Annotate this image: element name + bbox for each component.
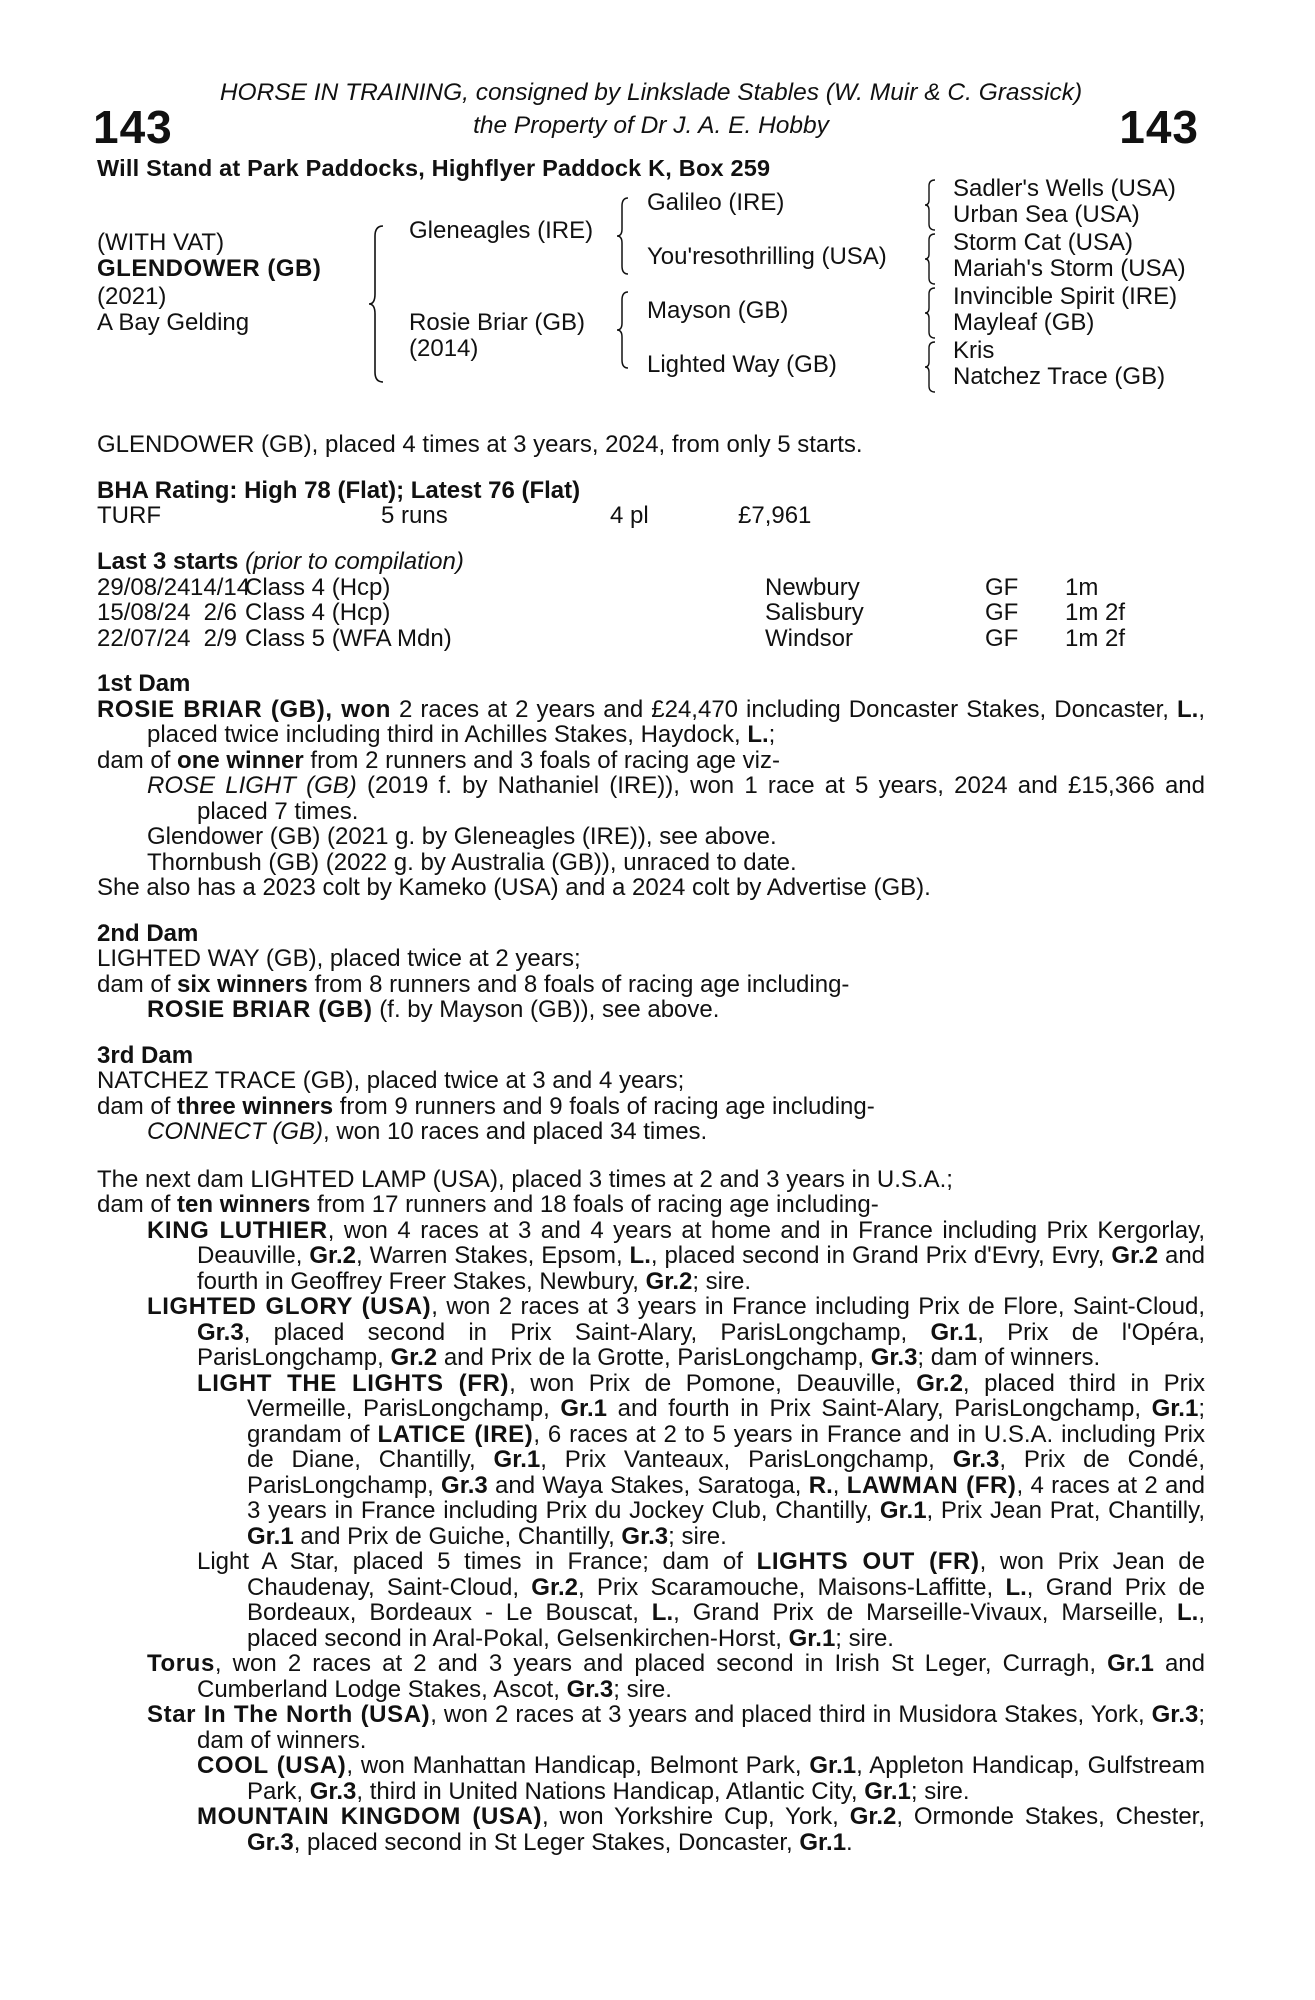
rating-title: BHA Rating: High 78 (Flat); Latest 76 (Flat) bbox=[97, 476, 581, 504]
produce-lighted-glory: LIGHTED GLORY (USA), won 2 races at 3 years in France including Prix de Flore, Saint-Cloud, Gr.3, placed second in Prix Saint-Alary, ParisLongchamp, Gr.1, Prix de l'Opéra, ParisLongchamp, Gr.2 and Prix de la Grotte, ParisLongchamp, Gr.3; dam of winners. bbox=[147, 1293, 1205, 1371]
sire-dam-dam: Mariah's Storm (USA) bbox=[953, 255, 1186, 282]
dam-dam: Lighted Way (GB) bbox=[647, 351, 837, 378]
start-position: 2/6 bbox=[203, 599, 237, 626]
next-dam-produce-intro: dam of ten winners from 17 runners and 18 foals of racing age including- bbox=[97, 1191, 879, 1218]
brace-main bbox=[367, 224, 387, 384]
dam1-record: ROSIE BRIAR (GB), won 2 races at 2 years and £24,470 including Doncaster Stakes, Doncaster, L., placed twice including third in Achilles Stakes, Haydock, L.; bbox=[97, 695, 1205, 748]
property-line: the Property of Dr J. A. E. Hobby bbox=[473, 112, 829, 139]
sire-sire-dam: Urban Sea (USA) bbox=[953, 201, 1140, 228]
produce-star-in-the-north: Star In The North (USA), won 2 races at 3 years and placed third in Musidora Stakes, York, Gr.3; dam of winners. bbox=[147, 1701, 1206, 1754]
rating-earnings: £7,961 bbox=[738, 502, 812, 529]
dam1-produce-2: Glendower (GB) (2021 g. by Gleneagles (IRE)), see above. bbox=[147, 823, 777, 850]
start-date: 29/08/24 bbox=[97, 573, 191, 601]
dam-name: Rosie Briar (GB) bbox=[409, 309, 586, 336]
sire-name: Gleneagles (IRE) bbox=[409, 217, 594, 244]
produce-torus: Torus, won 2 races at 2 and 3 years and placed second in Irish St Leger, Curragh, Gr.1 and Cumberland Lodge Stakes, Ascot, Gr.3; sire. bbox=[147, 1650, 1205, 1703]
horse-year: (2021) bbox=[97, 283, 167, 310]
produce-king-luthier: KING LUTHIER, won 4 races at 3 and 4 years at home and in France including Prix Kergorlay, Deauville, Gr.2, Warren Stakes, Epsom, L., placed second in Grand Prix d'Evry, Evry, Gr.2 and fourth in Geoffrey Freer Stakes, Newbury, Gr.2; sire. bbox=[147, 1216, 1206, 1295]
horse-description: A Bay Gelding bbox=[97, 309, 250, 336]
produce-mountain-kingdom: MOUNTAIN KINGDOM (USA), won Yorkshire Cup, York, Gr.2, Ormonde Stakes, Chester, Gr.3, placed second in St Leger Stakes, Doncaster, Gr.1. bbox=[197, 1803, 1205, 1856]
start-course: Windsor bbox=[765, 624, 854, 652]
lot-header bbox=[93, 101, 1205, 153]
sire-sire-sire: Sadler's Wells (USA) bbox=[953, 175, 1176, 202]
start-going: GF bbox=[985, 573, 1019, 601]
rating-runs: 5 runs bbox=[381, 502, 448, 529]
sire-sire: Galileo (IRE) bbox=[647, 189, 785, 216]
brace-sire bbox=[615, 196, 631, 276]
brace-dd bbox=[923, 340, 937, 394]
lot-number-right: 143 bbox=[1119, 101, 1199, 153]
lot-number-left: 143 bbox=[93, 101, 173, 153]
dam3-title: 3rd Dam bbox=[97, 1041, 194, 1069]
dam1-title: 1st Dam bbox=[97, 670, 191, 697]
produce-light-a-star: Light A Star, placed 5 times in France; dam of LIGHTS OUT (FR), won Prix Jean de Chaudenay, Saint-Cloud, Gr.2, Prix Scaramouche, Maisons-Laffitte, L., Grand Prix de Bordeaux, Bordeaux - Le Bouscat, L., Grand Prix de Marseille-Vivaux, Marseille, L., placed second in Aral-Pokal, Gelsenkirchen-Horst, Gr.1; sire. bbox=[197, 1548, 1206, 1652]
start-race: Class 4 (Hcp) bbox=[245, 573, 391, 601]
dam2-record: LIGHTED WAY (GB), placed twice at 2 years; bbox=[97, 945, 581, 972]
dam-year: (2014) bbox=[409, 335, 479, 362]
dam-sire-sire: Invincible Spirit (IRE) bbox=[953, 283, 1178, 310]
summary: GLENDOWER (GB), placed 4 times at 3 years, 2024, from only 5 starts. bbox=[97, 431, 863, 458]
dam2-title: 2nd Dam bbox=[97, 919, 199, 947]
dam-dam-dam: Natchez Trace (GB) bbox=[953, 363, 1166, 390]
consignment-line: HORSE IN TRAINING, consigned by Linkslade Stables (W. Muir & C. Grassick) bbox=[219, 79, 1083, 106]
next-dam-record: The next dam LIGHTED LAMP (USA), placed 3 times at 2 and 3 years in U.S.A.; bbox=[97, 1165, 953, 1193]
dam1-produce-1: ROSE LIGHT (GB) (2019 f. by Nathaniel (IRE)), won 1 race at 5 years, 2024 and £15,366 and placed 7 times. bbox=[147, 772, 1205, 825]
start-going: GF bbox=[985, 624, 1019, 652]
sire-dam-sire: Storm Cat (USA) bbox=[953, 229, 1134, 256]
dam1-also: She also has a 2023 colt by Kameko (USA) and a 2024 colt by Advertise (GB). bbox=[97, 874, 931, 901]
catalogue-page bbox=[93, 78, 1206, 1856]
start-position: 2/9 bbox=[203, 624, 237, 652]
start-race: Class 4 (Hcp) bbox=[245, 599, 391, 626]
rating-surface: TURF bbox=[97, 502, 161, 529]
horse-name: GLENDOWER (GB) bbox=[97, 255, 322, 282]
rating-placings: 4 pl bbox=[610, 502, 649, 529]
produce-cool: COOL (USA), won Manhattan Handicap, Belmont Park, Gr.1, Appleton Handicap, Gulfstream Park, Gr.3, third in United Nations Handicap, Atlantic City, Gr.1; sire. bbox=[197, 1752, 1206, 1805]
start-race: Class 5 (WFA Mdn) bbox=[245, 624, 452, 652]
start-position: 14/14 bbox=[190, 573, 251, 601]
sire-dam: You'resothrilling (USA) bbox=[647, 243, 887, 270]
dam-sire-dam: Mayleaf (GB) bbox=[953, 309, 1095, 336]
start-going: GF bbox=[985, 599, 1019, 626]
produce-light-the-lights: LIGHT THE LIGHTS (FR), won Prix de Pomone, Deauville, Gr.2, placed third in Prix Vermeille, ParisLongchamp, Gr.1 and fourth in Prix Saint-Alary, ParisLongchamp, Gr.1; grandam of LATICE (IRE), 6 races at 2 to 5 years in France and in U.S.A. including Prix de Diane, Chantilly, Gr.1, Prix Vanteaux, ParisLongchamp, Gr.3, Prix de Condé, ParisLongchamp, Gr.3 and Waya Stakes, Saratoga, R., LAWMAN (FR), 4 races at 2 and 3 years in France including Prix du Jockey Club, Chantilly, Gr.1, Prix Jean Prat, Chantilly, Gr.1 and Prix de Guiche, Chantilly, Gr.3; sire. bbox=[197, 1369, 1206, 1550]
start-date: 15/08/24 bbox=[97, 599, 191, 626]
dam2-produce-1: ROSIE BRIAR (GB) (f. by Mayson (GB)), see above. bbox=[147, 996, 720, 1023]
dam-dam-sire: Kris bbox=[953, 337, 995, 364]
start-distance: 1m bbox=[1065, 573, 1099, 601]
dam-sire: Mayson (GB) bbox=[647, 297, 789, 324]
last-starts-heading bbox=[97, 549, 1205, 575]
brace-sd bbox=[923, 232, 937, 286]
dam2-produce-intro: dam of six winners from 8 runners and 8 foals of racing age including- bbox=[97, 970, 850, 998]
last-starts-table bbox=[97, 575, 1205, 652]
pedigree-chart bbox=[97, 175, 1205, 410]
dam1-produce-intro: dam of one winner from 2 runners and 3 foals of racing age viz- bbox=[97, 746, 780, 774]
vat-note: (WITH VAT) bbox=[97, 229, 225, 256]
stand-location: Will Stand at Park Paddocks, Highflyer Paddock K, Box 259 bbox=[97, 155, 771, 181]
dam1-produce-3: Thornbush (GB) (2022 g. by Australia (GB)), unraced to date. bbox=[147, 848, 797, 876]
dam3-record: NATCHEZ TRACE (GB), placed twice at 3 and 4 years; bbox=[97, 1067, 685, 1094]
rating-row bbox=[97, 503, 1205, 529]
start-course: Newbury bbox=[765, 573, 860, 601]
dam3-produce-intro: dam of three winners from 9 runners and 9 foals of racing age including- bbox=[97, 1092, 875, 1120]
dam3-produce-1: CONNECT (GB), won 10 races and placed 34 times. bbox=[147, 1118, 708, 1145]
start-distance: 1m 2f bbox=[1065, 624, 1126, 652]
last-starts-title: Last 3 starts bbox=[97, 548, 239, 575]
start-distance: 1m 2f bbox=[1065, 599, 1126, 626]
brace-ss bbox=[923, 178, 937, 232]
brace-dam bbox=[615, 290, 631, 370]
brace-ds bbox=[923, 286, 937, 340]
start-date: 22/07/24 bbox=[97, 624, 191, 652]
last-starts-note: (prior to compilation) bbox=[245, 548, 464, 575]
start-course: Salisbury bbox=[765, 599, 864, 626]
